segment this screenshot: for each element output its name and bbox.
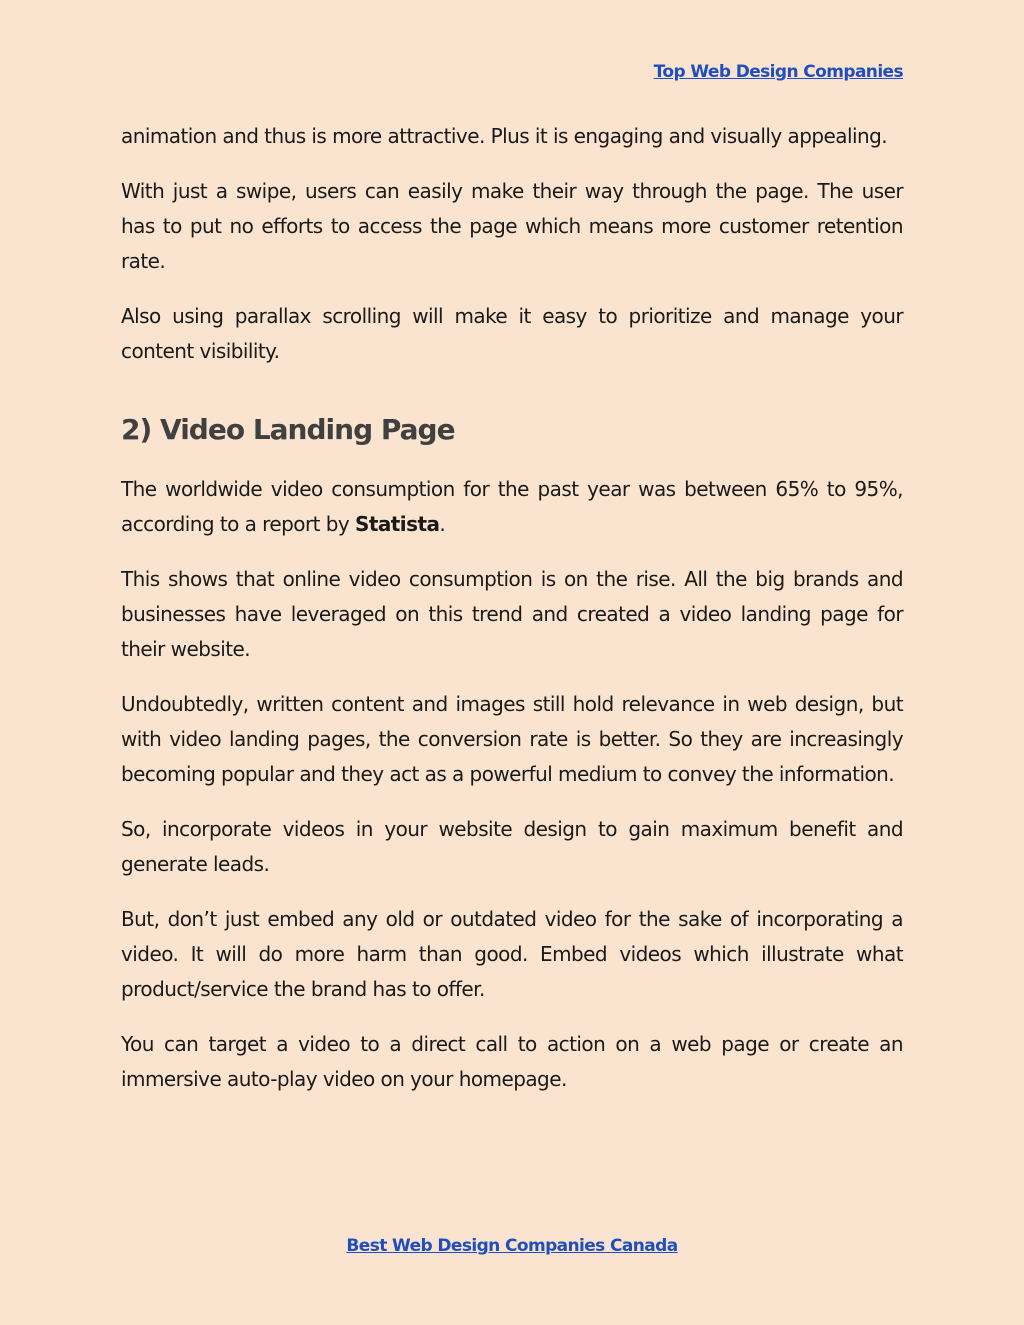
paragraph-animation: animation and thus is more attractive. Plus it is engaging and visually appealing. xyxy=(121,124,888,148)
statista-source: Statista xyxy=(354,512,440,536)
header-link[interactable]: Top Web Design Companies xyxy=(653,62,903,82)
section-heading: 2) Video Landing Page xyxy=(121,413,455,446)
paragraph-video-consumption xyxy=(121,472,903,542)
paragraph-video-consumption-text: The worldwide video consumption for the past year was between 65% to 95%, according to a report by xyxy=(121,477,903,536)
paragraph-online-video: This shows that online video consumption is on the rise. All the big brands and businesses have leveraged on this trend and created a video landing page for their website. xyxy=(121,567,903,661)
paragraph-target: You can target a video to a direct call to action on a web page or create an immersive auto-play video on your homepage. xyxy=(121,1032,903,1091)
paragraph-video-consumption-end: . xyxy=(439,512,446,536)
document-body xyxy=(121,119,903,1117)
paragraph-conversion: Undoubtedly, written content and images still hold relevance in web design, but with video landing pages, the conversion rate is better. So they are increasingly becoming popular and they act as a powerful medium to convey the information. xyxy=(121,692,903,786)
paragraph-parallax: Also using parallax scrolling will make it easy to prioritize and manage your content visibility. xyxy=(121,304,903,363)
footer-link[interactable]: Best Web Design Companies Canada xyxy=(346,1236,678,1256)
paragraph-embed: But, don’t just embed any old or outdated video for the sake of incorporating a video. It will do more harm than good. Embed videos which illustrate what product/service the brand has to offer. xyxy=(121,907,903,1001)
paragraph-incorporate: So, incorporate videos in your website design to gain maximum benefit and generate leads. xyxy=(121,817,903,876)
paragraph-swipe: With just a swipe, users can easily make their way through the page. The user has to put no efforts to access the page which means more customer retention rate. xyxy=(121,179,903,273)
